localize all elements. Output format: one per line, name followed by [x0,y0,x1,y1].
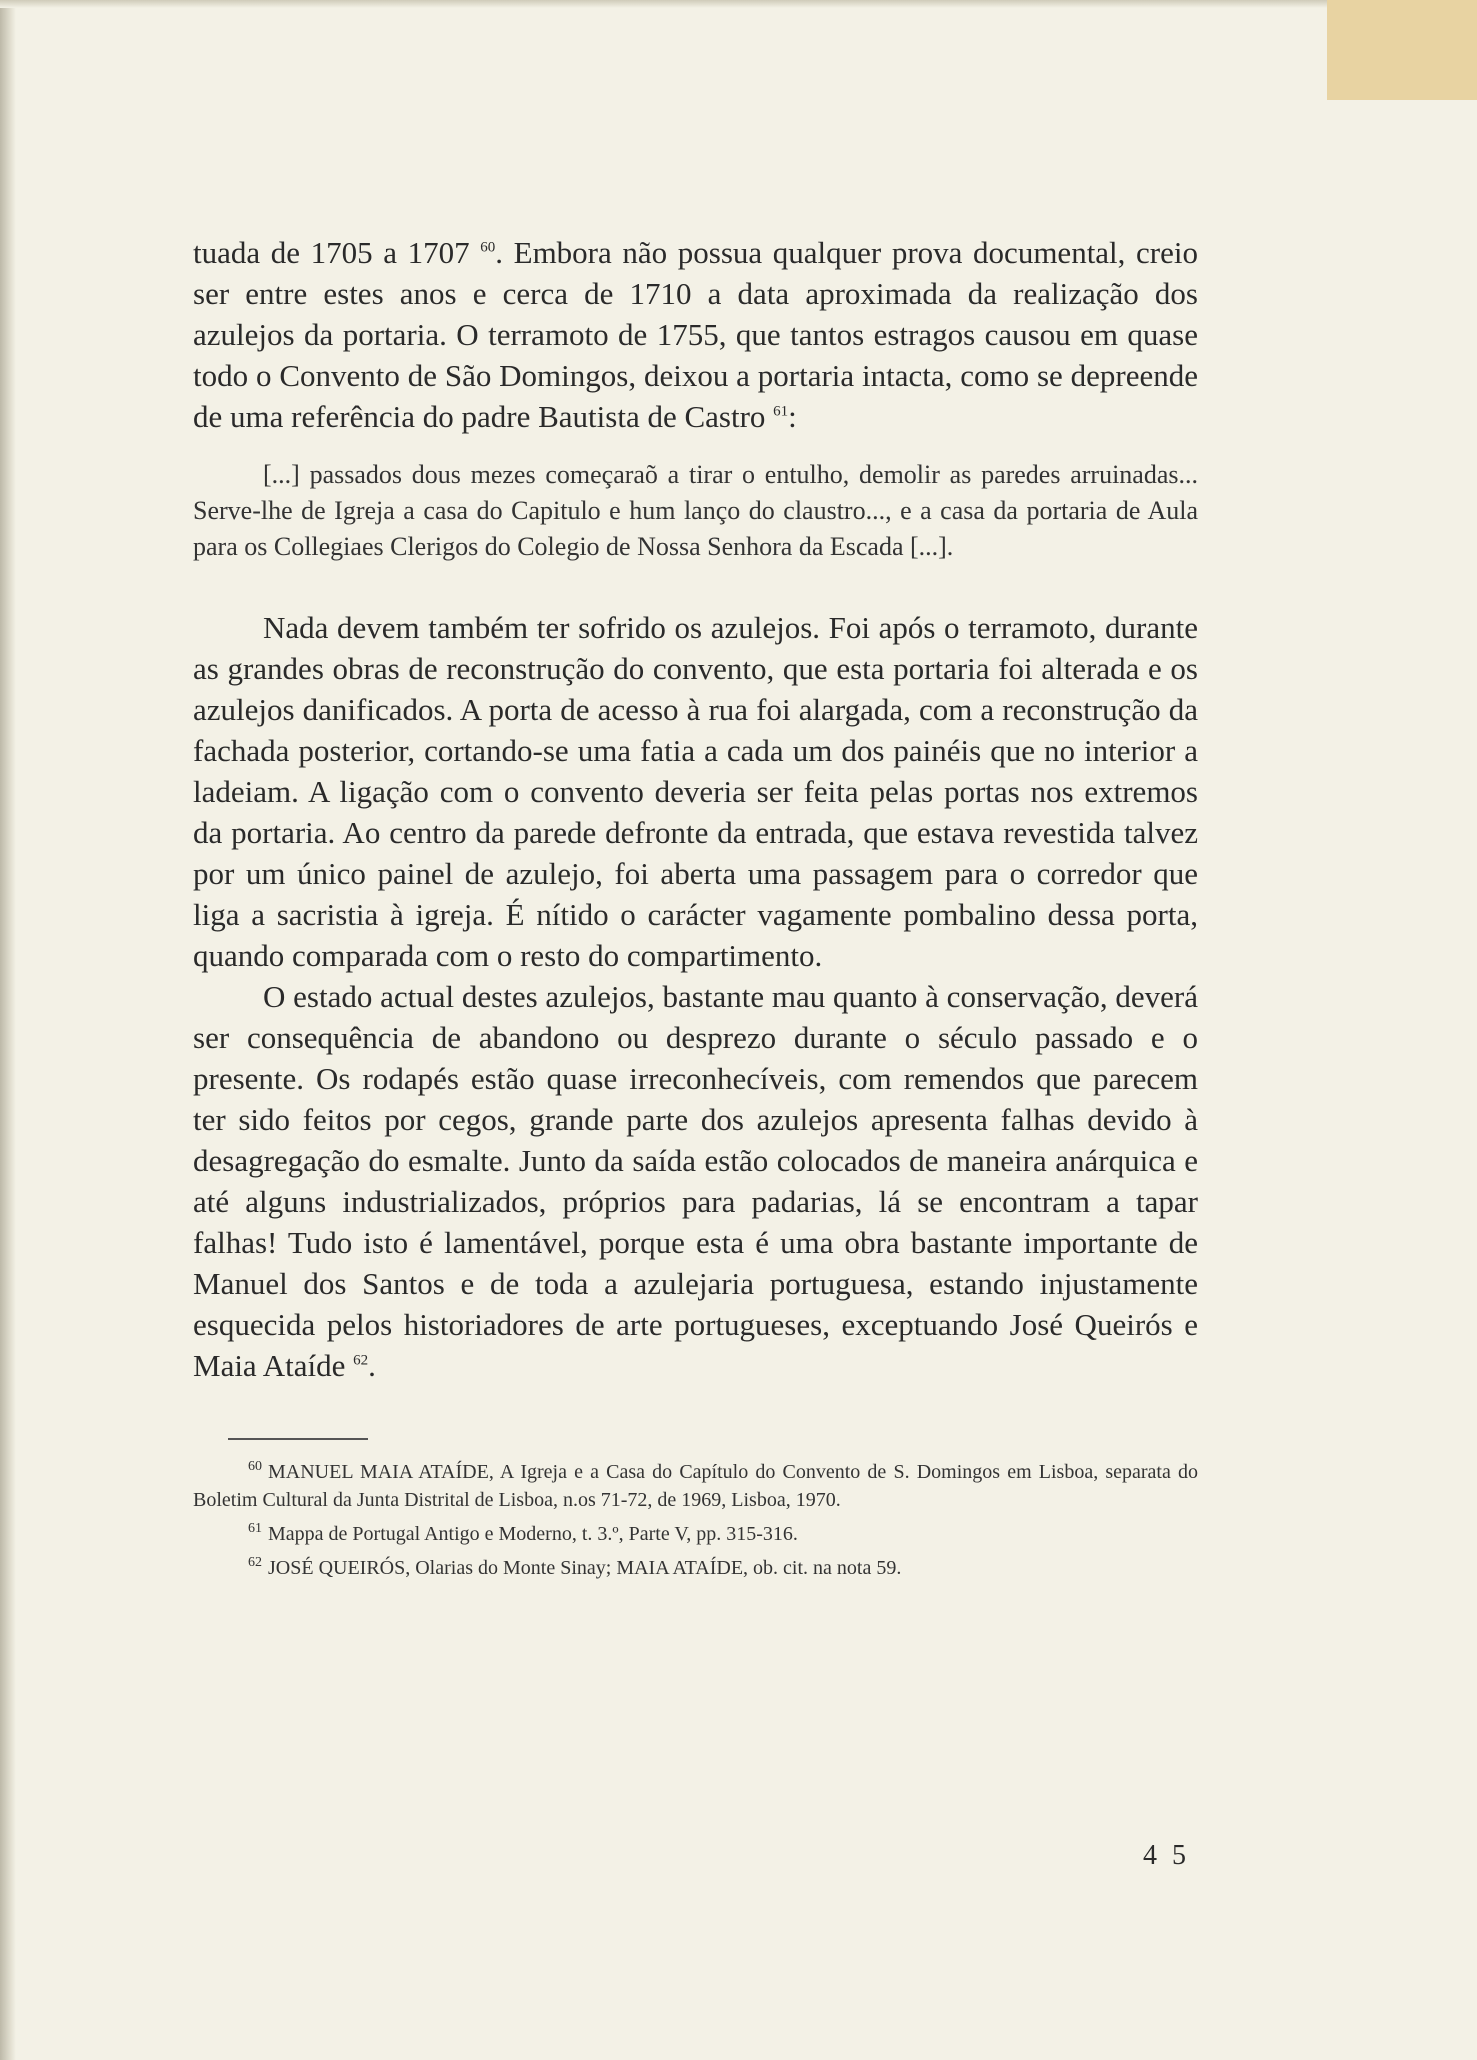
text-body [193,232,1198,1582]
block-quote: [...] passados dous mezes começaraõ a tirar o entulho, demolir as paredes arruinadas... Serve-lhe de Igreja a casa do Capitulo e hum lanço do claustro..., e a casa da portaria de Aula para os Collegiaes Clerigos do Colegio de Nossa Senhora da Escada [...]. [193,460,1198,561]
paragraph-2: Nada devem também ter sofrido os azulejos. Foi após o terramoto, durante as grandes obras de reconstrução do convento, que esta portaria foi alterada e os azulejos danificados. A porta de acesso à rua foi alargada, com a reconstrução da fachada posterior, cortando-se uma fatia a cada um dos painéis que no interior a ladeiam. A ligação com o convento deveria ser feita pelas portas nos extremos da portaria. Ao centro da parede defronte da entrada, que estava revestida talvez por um único painel de azulejo, foi aberta uma passagem para o corredor que liga a sacristia à igreja. É nítido o carácter vagamente pombalino dessa porta, quando comparada com o resto do compartimento. [193,610,1198,973]
page-top-edge [0,0,1477,8]
corner-stain [1327,0,1477,100]
paragraph-3 [193,976,1198,1386]
footnote-number: 62 [248,1555,262,1571]
footnote-text: JOSÉ QUEIRÓS, Olarias do Monte Sinay; MAIA ATAÍDE, ob. cit. na nota 59. [268,1557,902,1579]
footnote-divider [228,1438,368,1440]
footnote-number: 60 [248,1459,262,1475]
footnote-ref-60: 60 [480,239,496,256]
paragraph-1-middle: . Embora não possua qualquer prova documental, creio ser entre estes anos e cerca de 1710 a data aproximada da realização dos azulejos da portaria. O terramoto de 1755, que tantos estragos causou em quase todo o Convento de São Domingos, deixou a portaria intacta, como se depreende de uma referência do padre Bautista de Castro [193,235,1198,434]
footnote-61 [193,1520,1198,1548]
paragraph-3-end: . [368,1348,376,1383]
footnote-text: MANUEL MAIA ATAÍDE, A Igreja e a Casa do Capítulo do Convento de S. Domingos em Lisboa, separata do Boletim Cultural da Junta Distrital de Lisboa, n.os 71-72, de 1969, Lisboa, 1970. [193,1461,1198,1511]
paragraph-1-start: tuada de 1705 a 1707 [193,235,470,270]
footnote-62 [193,1554,1198,1582]
footnote-ref-61: 61 [773,403,789,420]
page-number: 4 5 [1143,1840,1190,1871]
page-left-edge [0,0,16,2060]
footnote-60 [193,1458,1198,1514]
paragraph-1-end: : [788,399,797,434]
footnote-number: 61 [248,1521,262,1537]
footnote-text: Mappa de Portugal Antigo e Moderno, t. 3.º, Parte V, pp. 315-316. [268,1523,798,1545]
paragraph-3-text: O estado actual destes azulejos, bastante mau quanto à conservação, deverá ser consequência de abandono ou desprezo durante o século passado e o presente. Os rodapés estão quase irreconhecíveis, com remendos que parecem ter sido feitos por cegos, grande parte dos azulejos apresenta falhas devido à desagregação do esmalte. Junto da saída estão colocados de maneira anárquica e até alguns industrializados, próprios para padarias, lá se encontram a tapar falhas! Tudo isto é lamentável, porque esta é uma obra bastante importante de Manuel dos Santos e de toda a azulejaria portuguesa, estando injustamente esquecida pelos historiadores de arte portugueses, exceptuando José Queirós e Maia Ataíde [193,979,1198,1383]
footnote-ref-62: 62 [353,1352,369,1369]
paragraph-1 [193,232,1198,437]
